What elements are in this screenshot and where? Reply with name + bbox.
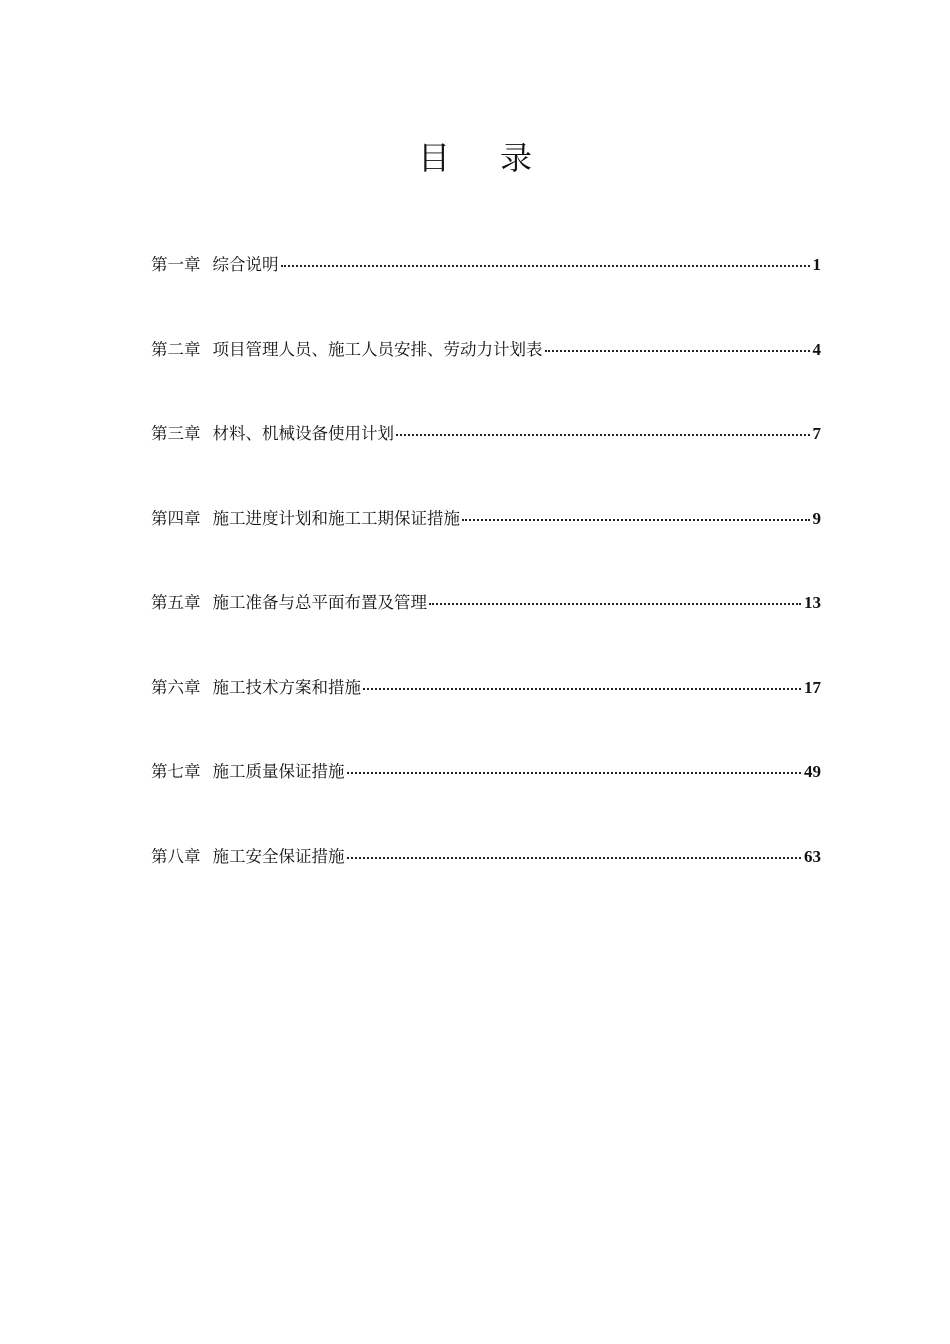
toc-dot-leader — [347, 857, 802, 859]
toc-page-number: 4 — [812, 339, 821, 359]
toc-chapter-title: 施工安全保证措施 — [212, 846, 345, 866]
toc-chapter-number: 第一章 — [151, 255, 201, 274]
toc-dot-leader — [462, 519, 810, 521]
toc-chapter-number: 第六章 — [151, 677, 201, 697]
toc-entry[interactable] — [151, 588, 821, 673]
toc-entry[interactable] — [151, 419, 821, 504]
toc-chapter-number: 第二章 — [151, 339, 201, 359]
toc-chapter-number: 第八章 — [151, 846, 201, 866]
toc-chapter-title: 施工准备与总平面布置及管理 — [212, 593, 427, 612]
table-of-contents — [151, 250, 821, 926]
toc-dot-leader — [429, 603, 801, 605]
toc-chapter-title: 施工质量保证措施 — [212, 762, 345, 781]
toc-entry[interactable] — [151, 250, 821, 335]
toc-dot-leader — [281, 265, 810, 267]
toc-chapter-number: 第七章 — [151, 762, 201, 781]
toc-entry[interactable] — [151, 504, 821, 589]
toc-page-number: 49 — [804, 762, 821, 781]
toc-entry[interactable] — [151, 673, 821, 758]
toc-page-number: 17 — [804, 677, 821, 697]
toc-entry[interactable] — [151, 757, 821, 842]
toc-chapter-title: 材料、机械设备使用计划 — [212, 424, 394, 443]
toc-page-number: 63 — [804, 846, 821, 866]
toc-page-number: 13 — [804, 593, 821, 612]
toc-page-number: 9 — [812, 508, 821, 528]
toc-dot-leader — [347, 772, 802, 774]
toc-chapter-title: 施工技术方案和措施 — [212, 677, 361, 697]
toc-entry[interactable] — [151, 842, 821, 927]
toc-dot-leader — [396, 434, 810, 436]
toc-chapter-title: 施工进度计划和施工工期保证措施 — [212, 508, 460, 528]
page-title: 目录 — [417, 139, 582, 177]
toc-chapter-number: 第三章 — [151, 424, 201, 443]
toc-dot-leader — [363, 688, 801, 690]
toc-chapter-number: 第五章 — [151, 593, 201, 612]
toc-chapter-number: 第四章 — [151, 508, 201, 528]
toc-page-number: 1 — [812, 255, 821, 274]
toc-chapter-title: 项目管理人员、施工人员安排、劳动力计划表 — [212, 339, 543, 359]
toc-page-number: 7 — [812, 424, 821, 443]
toc-dot-leader — [545, 350, 810, 352]
toc-entry[interactable] — [151, 335, 821, 420]
toc-chapter-title: 综合说明 — [212, 255, 279, 274]
